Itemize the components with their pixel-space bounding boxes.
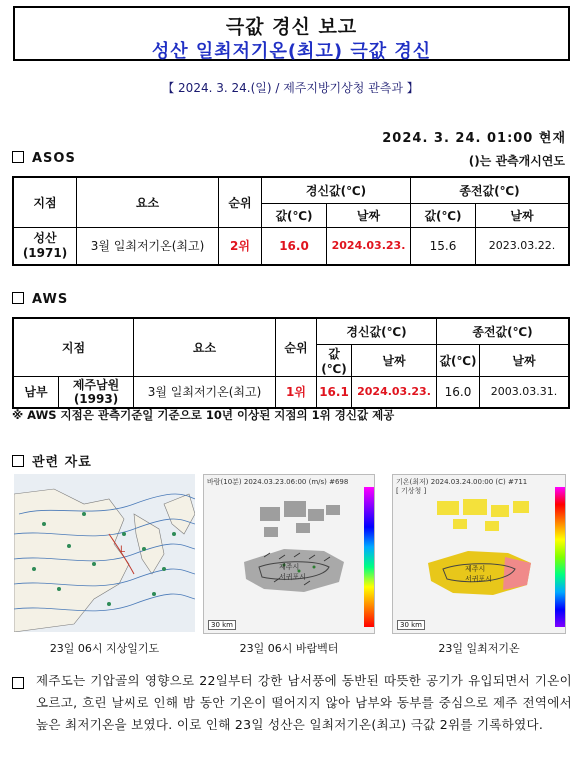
asos-old-date: 2023.03.22. [476, 227, 570, 265]
asos-new-date: 2024.03.23. [327, 227, 411, 265]
hdr-element: 요소 [77, 177, 219, 227]
hdr-element: 요소 [134, 318, 276, 376]
aws-rank: 1위 [276, 376, 317, 408]
hdr-old-date: 날짜 [476, 203, 570, 227]
hdr-new-group: 경신값(℃) [317, 318, 437, 344]
hdr-old-group: 종전값(℃) [437, 318, 570, 344]
hdr-new-value: 값(℃) [317, 344, 352, 376]
min-temp-tag: [ 기상청 ] [396, 487, 427, 495]
aws-old-value: 16.0 [437, 376, 480, 408]
asos-old-value: 15.6 [411, 227, 476, 265]
weather-chart-graphic [14, 474, 195, 632]
hdr-new-group: 경신값(℃) [262, 177, 411, 203]
hdr-rank: 순위 [219, 177, 262, 227]
weather-chart-image [14, 474, 195, 632]
aws-old-date: 2003.03.31. [480, 376, 570, 408]
aws-table [12, 317, 570, 409]
wind-scale: 30 km [208, 620, 236, 630]
wind-colorbar [364, 487, 374, 627]
asos-element: 3월 일최저기온(최고) [77, 227, 219, 265]
aws-new-value: 16.1 [317, 376, 352, 408]
related-section-label: 관련 자료 [32, 455, 92, 470]
min-temp-map-label-1: 제주시 [465, 565, 486, 573]
asos-note: ()는 관측개시연도 [468, 154, 565, 168]
issue-line: 【 2024. 3. 24.(일) / 제주지방기상청 관측과 】 [162, 81, 419, 95]
aws-region: 남부 [13, 376, 59, 408]
hdr-station: 지점 [13, 177, 77, 227]
aws-section-heading [12, 292, 68, 307]
related-section-heading [12, 451, 92, 470]
wind-vector-image [203, 474, 375, 634]
aws-section-label: AWS [32, 292, 69, 307]
aws-footnote: ※ AWS 지점은 관측기준일 기준으로 10년 이상된 지점의 1위 경신값 제공 [12, 408, 395, 422]
wind-map-label-2: 서귀포시 [279, 573, 307, 581]
asos-rank: 2위 [219, 227, 262, 265]
wind-map-graphic [204, 487, 364, 633]
hdr-old-value: 값(℃) [411, 203, 476, 227]
station-name: 성산 [33, 230, 57, 245]
wind-map-label-1: 제주시 [279, 563, 300, 571]
as-of-time: 2024. 3. 24. 01:00 현재 [382, 131, 566, 146]
summary-paragraph: 제주도는 기압골의 영향으로 22일부터 강한 남서풍에 동반된 따뜻한 공기가 유입되면서 기온이 오르고, 흐린 날씨로 인해 밤 동안 기온이 떨어지지 않아 남부와 동부를 중심으로 제주 전역에서 높은 최저기온을 보였다. 이로 인해 23일 성산은 일최저기온(최고) 극값 2위를 기록하였다. [36, 673, 572, 732]
checkbox-icon [12, 292, 24, 304]
hdr-old-value: 값(℃) [437, 344, 480, 376]
hdr-station: 지점 [13, 318, 134, 376]
asos-section-heading [12, 151, 76, 166]
min-temp-header: 기온(최저) 2024.03.24.00:00 (C) #711 [396, 478, 528, 486]
station-year: (1971) [22, 245, 68, 260]
hdr-new-value: 값(℃) [262, 203, 327, 227]
report-title: 극값 경신 보고 [225, 16, 358, 38]
asos-section-label: ASOS [32, 151, 76, 166]
hdr-new-date: 날짜 [327, 203, 411, 227]
wind-header: 바람(10분) 2024.03.23.06:00 (m/s) #698 [207, 478, 349, 486]
min-temp-colorbar [555, 487, 565, 627]
report-subtitle: 성산 일최저기온(최고) 극값 경신 [151, 41, 432, 62]
checkbox-icon [12, 455, 24, 467]
aws-station-cell [59, 376, 134, 408]
svg-text:L: L [120, 545, 126, 555]
asos-new-value: 16.0 [262, 227, 327, 265]
aws-new-date: 2024.03.23. [352, 376, 437, 408]
hdr-old-group: 종전값(℃) [411, 177, 570, 203]
hdr-rank: 순위 [276, 318, 317, 376]
title-box [13, 6, 570, 61]
hdr-old-date: 날짜 [480, 344, 570, 376]
caption-min-temp: 23일 일최저기온 [438, 642, 520, 655]
asos-table [12, 176, 570, 266]
caption-wind-vector: 23일 06시 바람벡터 [239, 642, 339, 655]
min-temp-scale: 30 km [397, 620, 425, 630]
station-year: (1993) [73, 391, 119, 406]
checkbox-icon [12, 677, 24, 689]
aws-element: 3월 일최저기온(최고) [134, 376, 276, 408]
checkbox-icon [12, 151, 24, 163]
station-name: 제주남원 [72, 377, 120, 392]
asos-station-cell [13, 227, 77, 265]
min-temp-map-graphic [393, 495, 555, 633]
min-temp-image [392, 474, 566, 634]
caption-weather-chart: 23일 06시 지상일기도 [49, 642, 160, 655]
hdr-new-date: 날짜 [352, 344, 437, 376]
min-temp-map-label-2: 서귀포시 [465, 575, 493, 583]
